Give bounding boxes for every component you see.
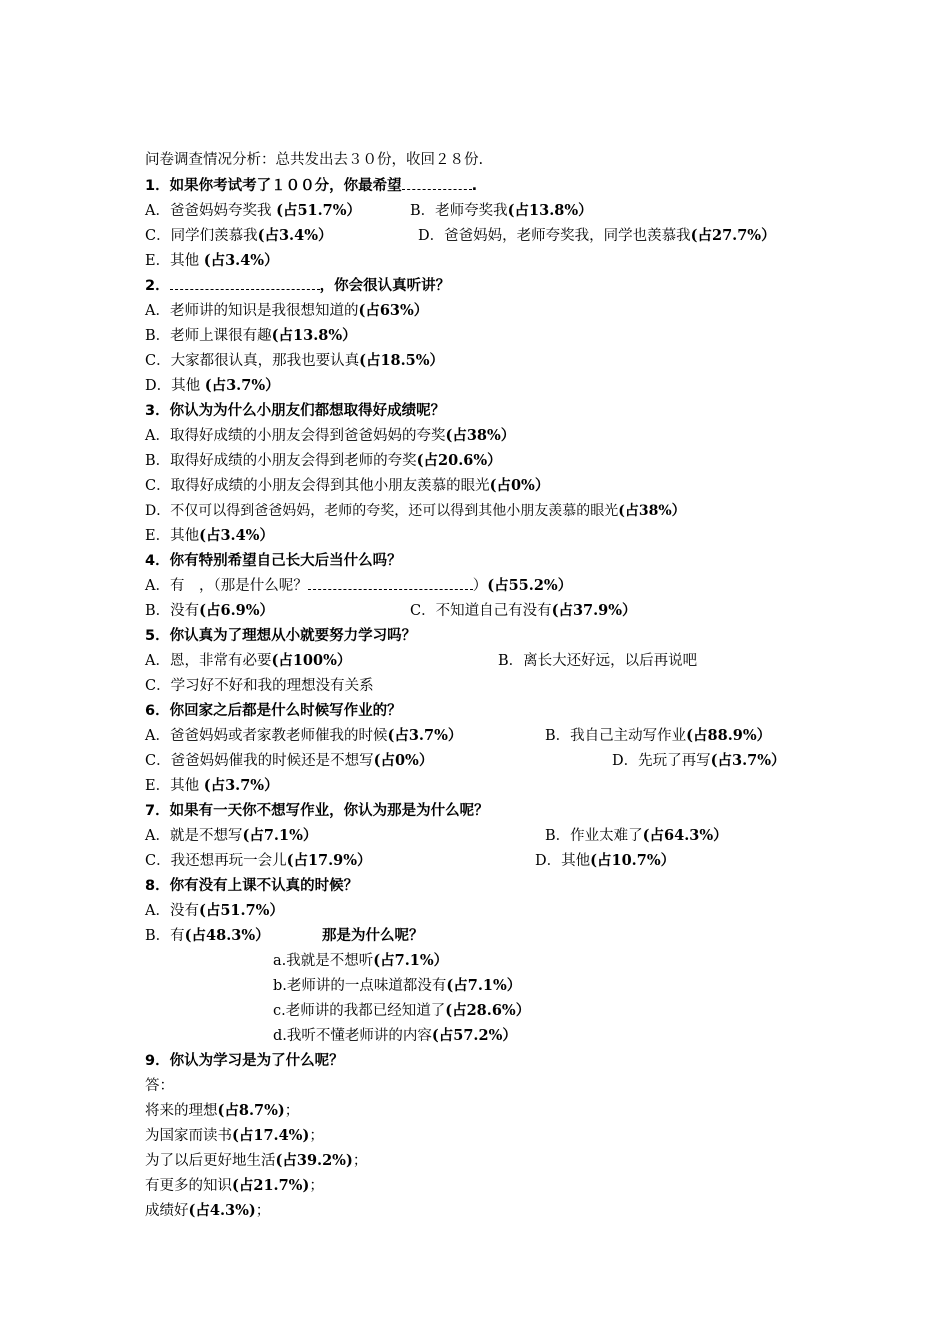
q3-option-d	[145, 501, 686, 521]
q5-option-b	[498, 651, 697, 671]
option-text: d.我听不懂老师讲的内容	[273, 1028, 432, 1044]
question-5	[145, 626, 416, 646]
q2-option-a	[145, 301, 428, 321]
option-close: ）	[472, 578, 488, 594]
option-percent: (占37.9%）	[551, 602, 637, 619]
q1-option-a	[145, 201, 361, 221]
option-text: C．学习好不好和我的理想没有关系	[145, 678, 374, 694]
answer-percent: (占17.4%)	[232, 1127, 310, 1144]
intro-text: 问卷调查情况分析：总共发出去３０份，收回２８份.	[145, 152, 484, 168]
option-text: B．没有	[145, 603, 200, 619]
question-2	[145, 276, 450, 296]
q3-option-a	[145, 426, 515, 446]
option-text: A．没有	[145, 903, 199, 919]
answer-text: 为国家而读书	[145, 1128, 232, 1144]
option-text: b.老师讲的一点味道都没有	[273, 978, 447, 994]
question-1	[145, 176, 477, 196]
answer-text: 为了以后更好地生活	[145, 1153, 276, 1169]
answer-end: ；	[284, 1103, 300, 1119]
option-percent: (占38%）	[445, 427, 516, 444]
option-percent: (占3.7%）	[204, 377, 280, 394]
answer-end: ；	[309, 1178, 324, 1194]
option-percent: (占48.3%）	[184, 927, 270, 944]
q4-option-a	[145, 576, 572, 596]
q8-sub-c	[273, 1001, 530, 1021]
option-text: E．其他	[145, 253, 204, 269]
q2-tail: ，你会很认真听讲？	[319, 278, 451, 294]
answer-text: 有更多的知识	[145, 1178, 232, 1194]
q1-blank	[402, 177, 472, 190]
option-percent: (占20.6%）	[416, 452, 502, 469]
q6-option-d	[612, 751, 786, 771]
q9-answer-2	[145, 1126, 324, 1146]
q7-option-d	[535, 851, 675, 871]
option-text: E．其他	[145, 778, 204, 794]
q4-title: 4．你有特别希望自己长大后当什么吗？	[145, 553, 402, 569]
option-percent: (占7.1%）	[242, 827, 318, 844]
answer-end: ；	[352, 1153, 368, 1169]
option-percent: (占13.8%）	[271, 327, 357, 344]
q1-option-e	[145, 251, 279, 271]
option-text: A．恩，非常有必要	[145, 653, 272, 669]
option-text: a.我就是不想听	[273, 953, 374, 969]
q6-option-c	[145, 751, 433, 771]
option-percent: (占6.9%）	[199, 602, 275, 619]
option-percent: (占51.7%）	[198, 902, 284, 919]
option-percent: (占3.4%）	[257, 227, 333, 244]
option-percent: (占13.8%）	[507, 202, 593, 219]
option-percent: (占27.7%）	[690, 227, 776, 244]
option-text: E．其他	[145, 528, 200, 544]
answer-text: 将来的理想	[145, 1103, 218, 1119]
answer-percent: (占21.7%)	[232, 1177, 310, 1194]
q2-blank	[170, 277, 320, 290]
option-percent: (占3.7%）	[710, 752, 786, 769]
question-6	[145, 701, 402, 721]
question-3	[145, 401, 445, 421]
q5-option-a	[145, 651, 351, 671]
option-text: B．离长大还好远，以后再说吧	[498, 653, 698, 669]
option-text: D．其他	[535, 853, 591, 869]
option-text: B．我自己主动写作业	[545, 728, 687, 744]
option-text: B．作业太难了	[545, 828, 643, 844]
q6-title: 6．你回家之后都是什么时候写作业的？	[145, 703, 402, 719]
q7-title: 7．如果有一天你不想写作业，你认为那是为什么呢？	[145, 803, 489, 819]
q8-sub-b	[273, 976, 521, 996]
option-percent: (占3.4%）	[203, 252, 279, 269]
q5-title: 5．你认真为了理想从小就要努力学习吗？	[145, 628, 417, 644]
q9-title: 9．你认为学习是为了什么呢？	[145, 1053, 344, 1069]
q4-option-c	[410, 601, 637, 621]
option-text: C．我还想再玩一会儿	[145, 853, 287, 869]
option-text: D．其他	[145, 378, 205, 394]
q4-option-b	[145, 601, 274, 621]
q1-option-d	[418, 226, 776, 246]
option-percent: (占28.6%）	[445, 1002, 531, 1019]
q8-followup-text: 那是为什么呢？	[322, 928, 424, 944]
q7-option-a	[145, 826, 317, 846]
option-text: C．不知道自己有没有	[410, 603, 552, 619]
option-percent: (占0%）	[373, 752, 434, 769]
option-percent: (占3.7%）	[203, 777, 279, 794]
q8-option-a	[145, 901, 284, 921]
option-text: C．同学们羡慕我	[145, 228, 258, 244]
q2-option-d	[145, 376, 280, 396]
option-percent: (占0%）	[489, 477, 550, 494]
option-percent: (占3.7%）	[387, 727, 463, 744]
option-text: D．不仅可以得到爸爸妈妈，老师的夸奖，还可以得到其他小朋友羡慕的眼光	[145, 503, 619, 519]
q7-option-b	[545, 826, 728, 846]
option-text: A．就是不想写	[145, 828, 243, 844]
question-9	[145, 1051, 344, 1071]
q4-blank	[308, 577, 473, 590]
option-text: C．取得好成绩的小朋友会得到其他小朋友羡慕的眼光	[145, 478, 490, 494]
option-text: A．老师讲的知识是我很想知道的	[145, 303, 359, 319]
q7-option-c	[145, 851, 372, 871]
option-text: C．爸爸妈妈催我的时候还是不想写	[145, 753, 374, 769]
option-text: D．爸爸妈妈，老师夸奖我，同学也羡慕我	[418, 228, 691, 244]
option-percent: (占7.1%）	[446, 977, 522, 994]
option-percent: (占100%）	[271, 652, 352, 669]
q6-option-a	[145, 726, 462, 746]
q9-answer-3	[145, 1151, 367, 1171]
answer-label: 答：	[145, 1078, 174, 1094]
q1-title: 1．如果你考试考了１００分，你最希望	[145, 178, 402, 194]
q3-option-c	[145, 476, 549, 496]
q9-answer-label	[145, 1076, 174, 1096]
option-text: B．老师上课很有趣	[145, 328, 272, 344]
option-percent: (占3.4%）	[199, 527, 274, 544]
q8-followup	[322, 926, 424, 946]
answer-percent: (占39.2%)	[275, 1152, 353, 1169]
q8-sub-d	[273, 1026, 517, 1046]
question-4	[145, 551, 402, 571]
q9-answer-4	[145, 1176, 324, 1196]
answer-text: 成绩好	[145, 1203, 189, 1219]
option-percent: (占88.9%）	[686, 727, 772, 744]
q1-tail: .	[471, 178, 478, 194]
q3-option-e	[145, 526, 274, 546]
option-percent: (占18.5%）	[359, 352, 445, 369]
answer-percent: (占8.7%)	[217, 1102, 285, 1119]
q8-option-b	[145, 926, 270, 946]
option-percent: (占64.3%）	[642, 827, 728, 844]
option-percent: (占7.1%）	[373, 952, 449, 969]
option-text: D．先玩了再写	[612, 753, 711, 769]
q6-option-e	[145, 776, 279, 796]
option-text: B．老师夸奖我	[410, 203, 508, 219]
option-text: A．爸爸妈妈或者家教老师催我的时候	[145, 728, 388, 744]
q2-option-c	[145, 351, 444, 371]
option-text: A．取得好成绩的小朋友会得到爸爸妈妈的夸奖	[145, 428, 446, 444]
option-percent: (占17.9%）	[286, 852, 372, 869]
option-percent: (占57.2%）	[431, 1027, 517, 1044]
question-8	[145, 876, 358, 896]
q1-option-c	[145, 226, 332, 246]
option-percent: (占38%）	[618, 503, 686, 519]
option-text: C．大家都很认真，那我也要认真	[145, 353, 360, 369]
q3-option-b	[145, 451, 502, 471]
q3-title: 3．你认为为什么小朋友们都想取得好成绩呢？	[145, 403, 446, 419]
option-percent: (占63%）	[358, 302, 429, 319]
option-text: B．有	[145, 928, 185, 944]
option-text: B．取得好成绩的小朋友会得到老师的夸奖	[145, 453, 417, 469]
q2-number: 2．	[145, 278, 170, 294]
option-percent: (占51.7%）	[276, 202, 362, 219]
q9-answer-5	[145, 1201, 270, 1221]
answer-end: ；	[309, 1128, 324, 1144]
option-percent: (占55.2%）	[487, 577, 573, 594]
option-text: c.老师讲的我都已经知道了	[273, 1003, 446, 1019]
q8-title: 8．你有没有上课不认真的时候？	[145, 878, 359, 894]
question-7	[145, 801, 489, 821]
answer-end: ；	[255, 1203, 271, 1219]
option-percent: (占10.7%）	[590, 852, 676, 869]
q5-option-c	[145, 676, 374, 696]
answer-percent: (占4.3%)	[188, 1202, 256, 1219]
option-text: A．有 ，（那是什么呢？	[145, 578, 308, 594]
option-text: A．爸爸妈妈夸奖我	[145, 203, 277, 219]
q1-option-b	[410, 201, 593, 221]
q2-option-b	[145, 326, 357, 346]
intro-line	[145, 150, 483, 170]
q9-answer-1	[145, 1101, 299, 1121]
q8-sub-a	[273, 951, 448, 971]
q6-option-b	[545, 726, 771, 746]
